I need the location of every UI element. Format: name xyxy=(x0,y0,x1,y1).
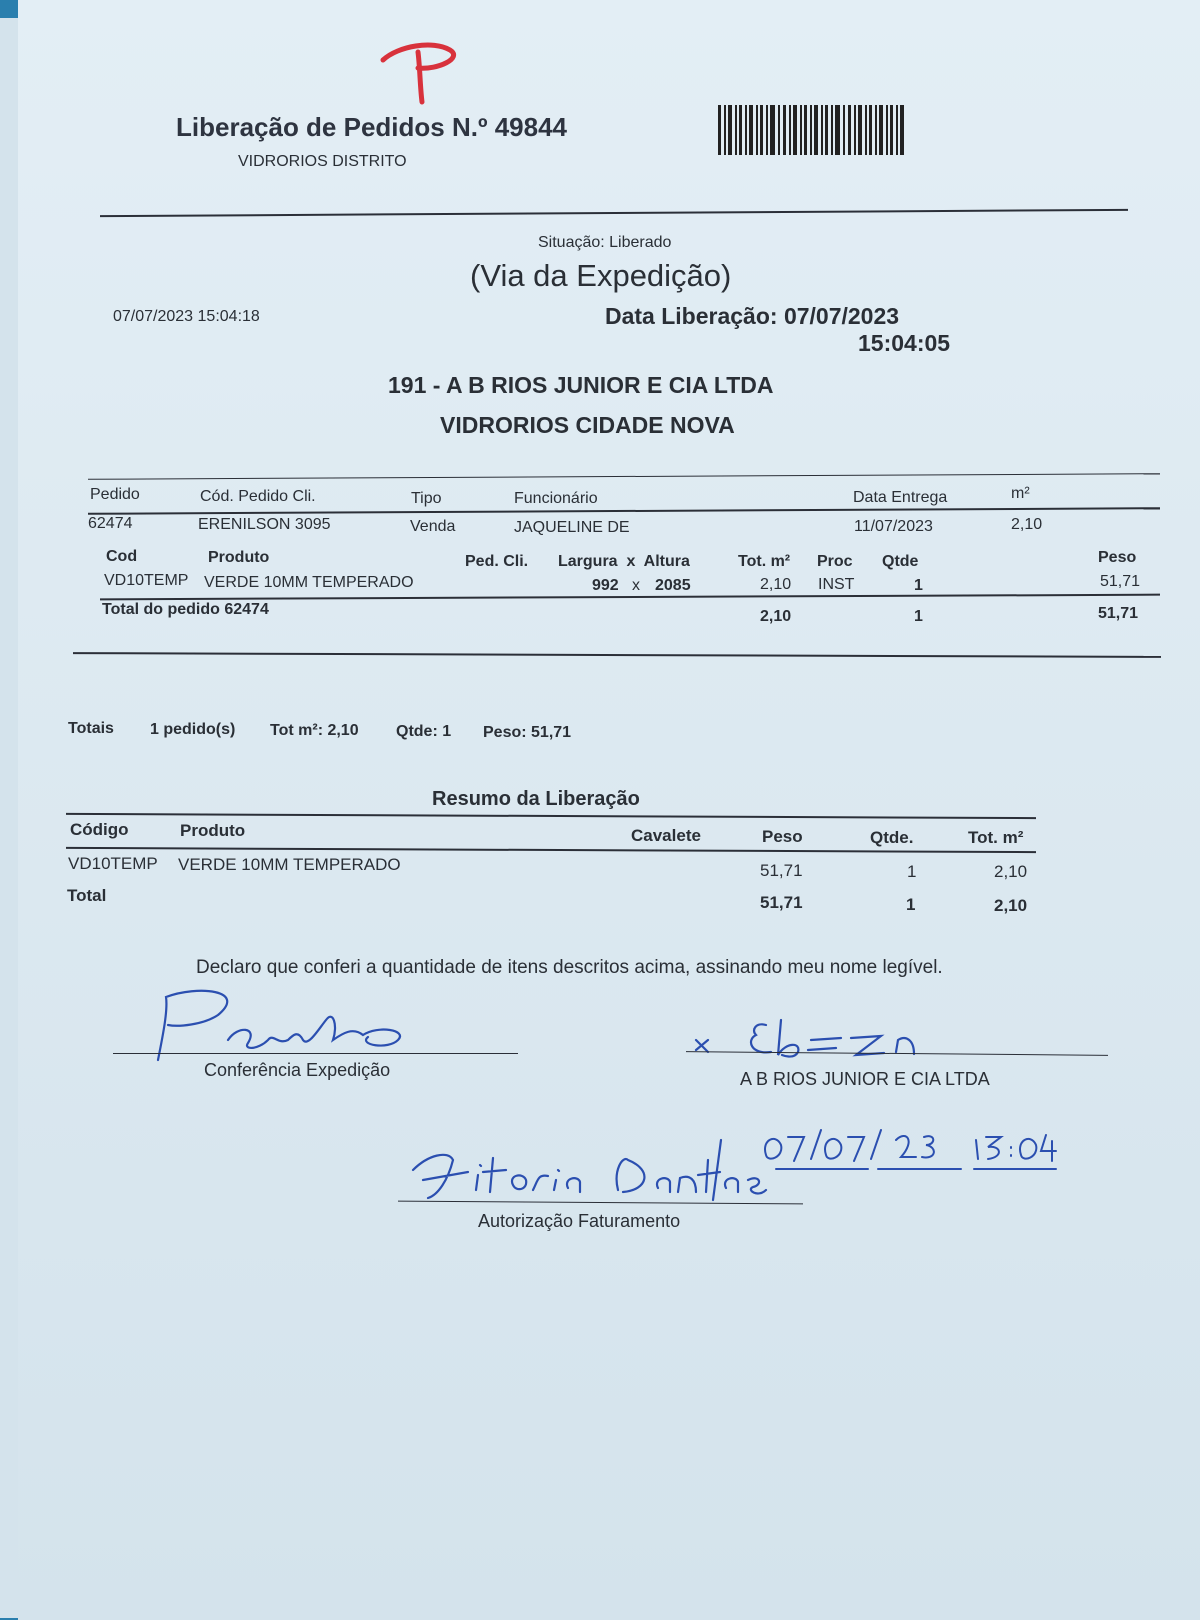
item-col-proc: Proc xyxy=(817,553,853,570)
col-funcionario: Funcionário xyxy=(514,490,598,507)
resumo-col-qtde: Qtde. xyxy=(870,828,914,847)
declaration-text: Declaro que conferi a quantidade de itens descritos acima, assinando meu nome legível. xyxy=(196,957,943,978)
item-x: x xyxy=(632,577,640,594)
col-data-entrega: Data Entrega xyxy=(853,489,948,506)
resumo-produto: VERDE 10MM TEMPERADO xyxy=(178,855,401,874)
order-data-entrega: 11/07/2023 xyxy=(854,518,933,535)
totais-pedidos: 1 pedido(s) xyxy=(150,721,236,738)
order-total-m2: 2,10 xyxy=(760,608,792,625)
signature-cliente xyxy=(686,1010,986,1065)
resumo-col-cavalete: Cavalete xyxy=(631,826,701,845)
order-cod-cli: ERENILSON 3095 xyxy=(198,516,331,533)
item-total-line xyxy=(100,594,1160,601)
header-divider xyxy=(100,209,1128,217)
label-conferencia-expedicao: Conferência Expedição xyxy=(204,1060,391,1080)
situacao: Situação: Liberado xyxy=(538,234,672,251)
label-autorizacao-faturamento: Autorização Faturamento xyxy=(478,1211,681,1231)
data-liberacao: Data Liberação: 07/07/2023 xyxy=(605,303,900,329)
item-col-tot-m2: Tot. m² xyxy=(738,553,791,570)
item-col-cod: Cod xyxy=(106,548,138,565)
resumo-qtde: 1 xyxy=(907,862,917,881)
resumo-top-line xyxy=(66,813,1036,819)
totais-m2: Tot m²: 2,10 xyxy=(270,722,359,739)
resumo-peso: 51,71 xyxy=(760,861,803,880)
col-cod-pedido-cli: Cód. Pedido Cli. xyxy=(200,488,316,505)
resumo-col-codigo: Código xyxy=(70,820,129,839)
item-col-peso: Peso xyxy=(1098,549,1137,566)
order-total-peso: 51,71 xyxy=(1098,605,1139,622)
customer-name: 191 - A B RIOS JUNIOR E CIA LTDA xyxy=(388,372,774,398)
order-total-label: Total do pedido 62474 xyxy=(102,601,269,618)
order-table-top-line xyxy=(88,473,1160,480)
order-total-qtde: 1 xyxy=(914,608,923,625)
signature-faturamento xyxy=(408,1130,788,1210)
label-cliente: A B RIOS JUNIOR E CIA LTDA xyxy=(740,1069,990,1089)
resumo-tot-m2: 2,10 xyxy=(994,862,1028,881)
resumo-codigo: VD10TEMP xyxy=(68,854,158,873)
resumo-total-tot-m2: 2,10 xyxy=(994,896,1028,915)
red-p-mark xyxy=(378,38,468,108)
resumo-col-tot-m2: Tot. m² xyxy=(968,828,1024,847)
item-col-largura-altura: Largura x Altura xyxy=(558,553,690,570)
item-tot-m2: 2,10 xyxy=(760,576,792,593)
item-col-produto: Produto xyxy=(208,549,270,566)
order-m2: 2,10 xyxy=(1011,516,1043,533)
resumo-total-label: Total xyxy=(67,886,107,905)
item-col-qtde: Qtde xyxy=(882,553,919,570)
order-header-line xyxy=(88,507,1160,515)
handwritten-date xyxy=(756,1125,1076,1175)
via-expedicao: (Via da Expedição) xyxy=(470,258,732,293)
totais-qtde: Qtde: 1 xyxy=(396,723,452,740)
item-peso: 51,71 xyxy=(1100,573,1141,590)
col-pedido: Pedido xyxy=(90,486,140,503)
order-funcionario: JAQUELINE DE xyxy=(514,519,630,536)
item-produto: VERDE 10MM TEMPERADO xyxy=(204,574,414,591)
resumo-total-peso: 51,71 xyxy=(760,893,803,912)
col-m2: m² xyxy=(1011,485,1030,502)
order-tipo: Venda xyxy=(410,518,456,535)
resumo-col-produto: Produto xyxy=(180,821,246,840)
resumo-title: Resumo da Liberação xyxy=(432,788,640,810)
resumo-total-qtde: 1 xyxy=(906,895,916,914)
item-qtde: 1 xyxy=(914,577,923,594)
order-table-bottom-line xyxy=(73,652,1161,658)
data-liberacao-time: 15:04:05 xyxy=(858,330,951,356)
resumo-col-peso: Peso xyxy=(762,827,803,846)
totais-label: Totais xyxy=(68,720,114,737)
col-tipo: Tipo xyxy=(411,490,442,507)
totais-peso: Peso: 51,71 xyxy=(483,724,572,741)
document-subtitle: VIDRORIOS DISTRITO xyxy=(238,153,407,170)
document-title: Liberação de Pedidos N.º 49844 xyxy=(176,112,567,142)
signature-line-expedicao xyxy=(113,1053,518,1054)
barcode xyxy=(718,105,908,155)
item-largura: 992 xyxy=(592,577,619,594)
customer-store: VIDRORIOS CIDADE NOVA xyxy=(440,412,735,438)
document-page xyxy=(18,0,1200,1620)
printed-timestamp: 07/07/2023 15:04:18 xyxy=(113,308,260,325)
order-pedido: 62474 xyxy=(88,515,133,532)
item-proc: INST xyxy=(818,576,855,593)
item-altura: 2085 xyxy=(655,577,691,594)
item-col-ped-cli: Ped. Cli. xyxy=(465,553,529,570)
item-cod: VD10TEMP xyxy=(104,572,189,589)
